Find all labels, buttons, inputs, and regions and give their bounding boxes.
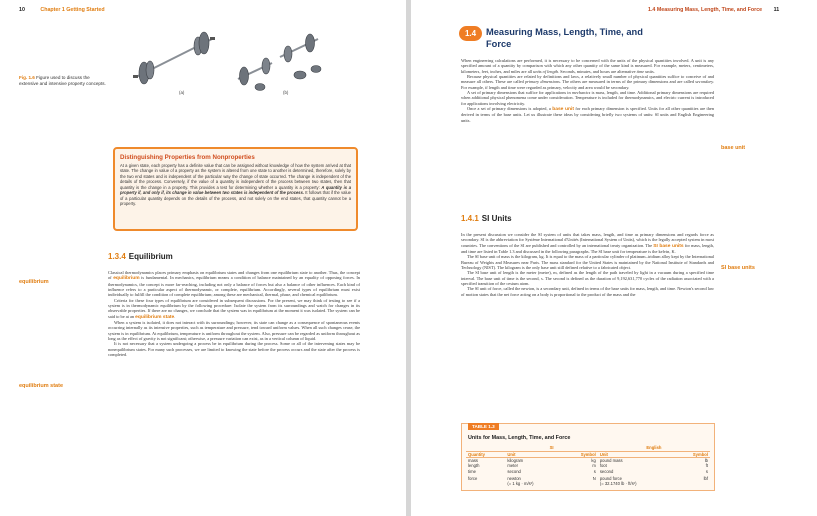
table-cell: m [592, 463, 596, 469]
emphasis: primary dimensions. [525, 79, 561, 85]
table-cell: lbf [703, 475, 708, 481]
paragraph [461, 232, 714, 254]
section-title: Equilibrium [128, 252, 173, 261]
units-table [466, 445, 710, 486]
force-si-unit: newton [507, 475, 521, 481]
text-run: is fundamental. In mechanics, equilibrium means a condition of balance maintained by an equality of opposing forces. In thermodynamics, the concept is more far-reaching, including not only a balance of forces but also a balance of other influences. Each kind of influence refers to a particular aspect of thermodynamic, or complete, equilibrium. Accordingly, several types of equilibrium must exist individually to fulfill the condition of complete equilibrium; among these are mechanical, thermal, phase, and chemical equilibrium. [108, 275, 360, 298]
emphasis: mechanics [571, 90, 591, 96]
table-cell [505, 476, 562, 486]
table-1-3 [461, 423, 715, 491]
figure-caption [19, 75, 107, 87]
emphasis: time [636, 68, 645, 74]
text-run: for each primary dimension is specified. Units for all other quantities are then derived in terms of the base units. Let us illustrate these ideas by considering briefly two systems of units: SI units and English Engineering units. [461, 106, 715, 123]
key-term: equilibrium [113, 276, 140, 282]
table-header: Symbol [562, 451, 598, 457]
table-cell: second [599, 469, 614, 475]
section-number: 1.3.4 [108, 252, 126, 261]
paragraph: It is not necessary that a system undergoing a process be in equilibrium during the process. Some or all of the intervening states may be nonequilibrium states. For many such processes, we are limited to knowing the state before the process occurs and the state after the process is completed. [108, 341, 360, 358]
emphasis: units of length. [533, 68, 560, 74]
table-cell: meter [507, 463, 519, 469]
table-cell: force [468, 475, 478, 481]
table-cell [598, 476, 674, 486]
callout-text-2: It follows that if the value of a particular quantity depends on the details of the process, and not solely on the end states, that quantity cannot be a property. [120, 190, 351, 207]
chapter-label: Chapter 1 Getting Started [40, 7, 105, 13]
table-header: Quantity [466, 451, 505, 457]
paragraph [461, 106, 714, 123]
text-run: Classical thermodynamics places primary emphasis on equilibrium states and changes from one equilibrium state to another. Thus, the concept of [108, 270, 360, 281]
left-running-head [19, 7, 105, 13]
key-term: equilibrium state [135, 314, 175, 320]
key-term: base unit [552, 107, 575, 113]
subsection-title: SI Units [481, 214, 512, 223]
paragraph [108, 298, 360, 320]
table-cell: kilogram [507, 457, 524, 463]
table-header: Symbol [674, 451, 710, 457]
text-run: The others are measured in terms of the primary dimensions and are called [560, 79, 696, 85]
table-group-si: SI [505, 445, 597, 451]
margin-term-base-unit: base unit [721, 145, 746, 151]
subsection-number: 1.4.1 [461, 214, 479, 223]
callout-title: Distinguishing Properties from Nonproperties [120, 154, 255, 161]
margin-term-equilibrium: equilibrium [19, 279, 49, 285]
paragraph [461, 90, 714, 106]
left-page-number: 10 [19, 7, 25, 13]
figure-caption-text: Figure used to discuss the extensive and intensive property concepts. [19, 75, 106, 86]
right-running-head [648, 7, 779, 13]
table-label: TABLE 1.3 [468, 423, 499, 430]
figure-label-b: (b) [283, 90, 289, 95]
left-page [0, 0, 406, 516]
paragraph [108, 270, 360, 298]
text-run: for mass, length, and time are listed in Table 1.3 and discussed in the following paragraphs. The SI base unit for temperature is the kelvin, K. [461, 242, 715, 255]
table-cell: length [468, 463, 480, 469]
callout-box [113, 147, 358, 231]
emphasis: secondary. [695, 79, 714, 85]
table-cell: foot [599, 463, 607, 469]
table-cell: N [592, 475, 596, 481]
table-header: Unit [598, 451, 674, 457]
table-header: Unit [505, 451, 562, 457]
subsection-heading-1-4-1 [461, 214, 512, 223]
paragraph: When a system is isolated, it does not interact with its surroundings; however, its state can change as a consequence of spontaneous events occurring internally as its intensive properties, such as temperature and pressure, tend toward uniform values. When all such changes cease, the system is in equilibrium. At equilibrium, temperature is uniform throughout the system. Also, pressure can be regarded as uniform throughout as long as the effect of gravity is not significant; otherwise, a pressure variation can exist, as in a vertical column of liquid. [108, 320, 360, 342]
text-run: Because physical quantities are related by definitions and laws, a relatively small number of physical quantities suffice to conceive of and measure all others. These are called [461, 74, 714, 85]
text-run: When engineering calculations are performed, it is necessary to be concerned with the units of the physical quantities involved. A unit is any specified amount of a quantity by comparison with which any other quantity of the same kind is measured. For example, meters, centimeters, kilometers, feet, inches, and miles are all [461, 58, 714, 74]
table-cell: mass [468, 457, 479, 463]
figure-label-a: (a) [179, 90, 185, 95]
force-en-note: (= 32.1740 lb · ft/s²) [599, 480, 637, 486]
section-heading-1-3-4 [108, 252, 173, 261]
callout-body [120, 163, 351, 207]
table-cell: second [507, 469, 521, 475]
table-cell: ft [705, 463, 708, 469]
figure-number: Fig. 1.6 [19, 75, 35, 80]
margin-term-equilibrium-state: equilibrium state [19, 383, 64, 389]
barbell-b-illustration [238, 34, 321, 91]
section-badge: 1.4 [459, 26, 482, 41]
paragraph: The SI base unit of mass is the kilogram, kg. It is equal to the mass of a particular cylinder of platinum–iridium alloy kept by the International Bureau of Weights and Measures near Paris. The mass standard for the United States is maintained by the National Institute of Standards and Technology (NIST). The kilogram is the only base unit still defined relative to a fabricated object. [461, 254, 714, 271]
callout-emphasis: A quantity is a property if, and only if, its change in value between two states is independent of the process. [120, 184, 351, 196]
right-page-number: 11 [773, 7, 780, 13]
text-run: is mass, length, and time. Additional primary dimensions are required when additional physical phenomena come under consideration. Temperature is included for thermodynamics, and electric current is introduced for applications involving electricity. [461, 90, 714, 106]
running-title: 1.4 Measuring Mass, Length, Time, and Force [648, 7, 763, 13]
table-row [466, 476, 710, 486]
callout-text-1: At a given state, each property has a definite value that can be assigned without knowledge of how the system arrived at that state. The change in value of a property as the system is altered from one state to another is determined, therefore, solely by the two end states and is independent of the particular way the change of state occurred. The change is independent of the details of the process. Conversely, if the value of a quantity is independent of the process between two states, then that quantity is the change in a property. This provides a test for determining whether a quantity is a property: [120, 163, 351, 190]
text-run: A set of primary dimensions that suffice for applications in [467, 90, 572, 96]
text-run: Criteria for these four types of equilibrium are considered in subsequent discussions. For the present, we may think of testing to see if a system is in thermodynamic equilibrium by the following procedure: Isolate the system from its surroundings and watch for changes in its observable properties. If there are no changes, we conclude that the system was in equilibrium at the moment it was isolated. The system can be said to be at an [108, 297, 360, 319]
units-intro-body [461, 58, 714, 123]
text-run: units. [644, 68, 655, 74]
paragraph [461, 58, 714, 74]
table-cell: s [593, 469, 596, 475]
margin-term-si-base-units: SI base units [721, 265, 755, 271]
text-run: For example, if length and time were regarded as primary, velocity and area would be secondary. [461, 84, 630, 90]
text-run: Seconds, minutes, and hours are alternative [559, 68, 637, 74]
table-cell: s [705, 469, 708, 475]
table-group-english: English [598, 445, 710, 451]
section-title-1-4: Measuring Mass, Length, Time, and Force [486, 27, 643, 49]
paragraph [461, 74, 714, 90]
text-run: In the present discussion we consider the SI system of units that takes mass, length, and time as primary dimensions and regards force as secondary. SI is the abbreviation for Système International d'Unités (International System of Units), which is the legally accepted system in most countries. The conventions of the SI are published and controlled by an international treaty organization. The [461, 232, 714, 248]
table-cell: kg [591, 457, 596, 463]
paragraph: The SI base unit of length is the meter (metre), m, defined as the length of the path traveled by light in a vacuum during a specified time interval. The base unit of time is the second, s. The second is defined as the duration of 9,192,631,770 cycles of the radiation associated with a specified transition of the cesium atom. [461, 270, 714, 287]
text-run: Once a set of primary dimensions is adopted, a [467, 106, 553, 112]
force-en-unit: pound force [599, 475, 622, 481]
key-term: SI base units [653, 243, 684, 249]
table-cell: lb [704, 457, 708, 463]
table-cell: time [468, 469, 476, 475]
equilibrium-body [108, 270, 360, 358]
figure-1-6-illustration [120, 21, 330, 101]
text-run: . [174, 313, 176, 319]
table-cell: pound mass [599, 457, 623, 463]
paragraph: The SI unit of force, called the newton, is a secondary unit, defined in terms of the base units for mass, length, and time. Newton's second law of motion states that the net force acting on a body is proportional to the product of the mass and the [461, 286, 714, 297]
force-si-note: (= 1 kg · m/s²) [507, 480, 534, 486]
si-units-body [461, 232, 714, 297]
barbell-a-illustration [133, 32, 215, 84]
table-title: Units for Mass, Length, Time, and Force [468, 435, 571, 441]
